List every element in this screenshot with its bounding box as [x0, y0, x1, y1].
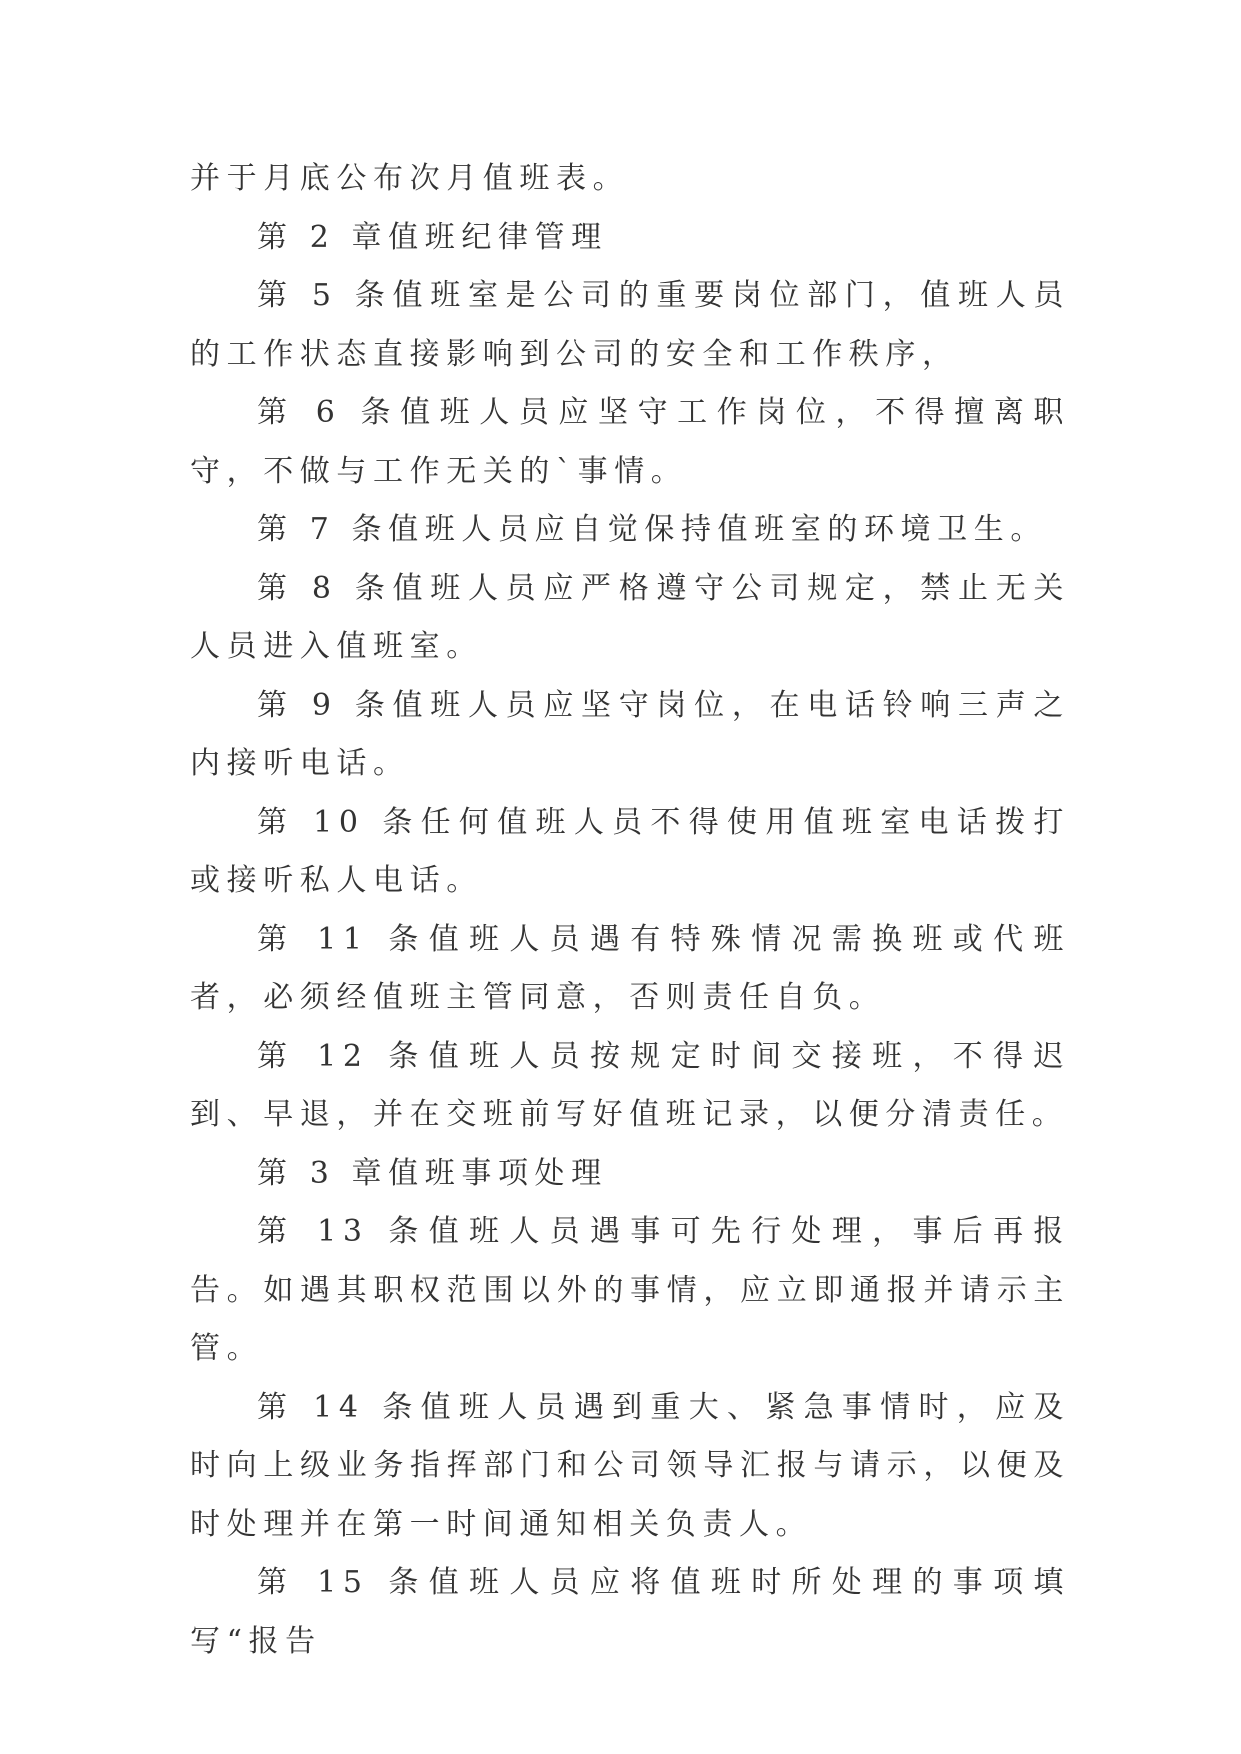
paragraph: 第 11 条值班人员遇有特殊情况需换班或代班者，必须经值班主管同意，否则责任自负。	[190, 921, 1070, 1015]
chapter-heading: 第 2 章值班纪律管理	[257, 219, 608, 255]
paragraph: 第 10 条任何值班人员不得使用值班室电话拨打或接听私人电话。	[190, 804, 1070, 898]
paragraph: 第 6 条值班人员应坚守工作岗位，不得擅离职守，不做与工作无关的`事情。	[190, 395, 1070, 489]
paragraph: 并于月底公布次月值班表。	[190, 161, 630, 196]
document-body	[190, 150, 1070, 1671]
paragraph: 第 7 条值班人员应自觉保持值班室的环境卫生。	[257, 512, 1047, 547]
chapter-heading: 第 3 章值班事项处理	[257, 1155, 608, 1191]
paragraph: 第 12 条值班人员按规定时间交接班，不得迟到、早退，并在交班前写好值班记录，以便分清责任。	[190, 1038, 1070, 1132]
paragraph: 第 13 条值班人员遇事可先行处理，事后再报告。如遇其职权范围以外的事情，应立即通报并请示主管。	[190, 1214, 1070, 1366]
paragraph: 第 8 条值班人员应严格遵守公司规定，禁止无关人员进入值班室。	[190, 570, 1070, 664]
paragraph: 第 5 条值班室是公司的重要岗位部门，值班人员的工作状态直接影响到公司的安全和工作秩序，	[190, 278, 1070, 372]
paragraph: 第 14 条值班人员遇到重大、紧急事情时，应及时向上级业务指挥部门和公司领导汇报与请示，以便及时处理并在第一时间通知相关负责人。	[190, 1389, 1070, 1542]
paragraph: 第 15 条值班人员应将值班时所处理的事项填写“报告	[190, 1565, 1070, 1659]
paragraph: 第 9 条值班人员应坚守岗位，在电话铃响三声之内接听电话。	[190, 687, 1070, 781]
